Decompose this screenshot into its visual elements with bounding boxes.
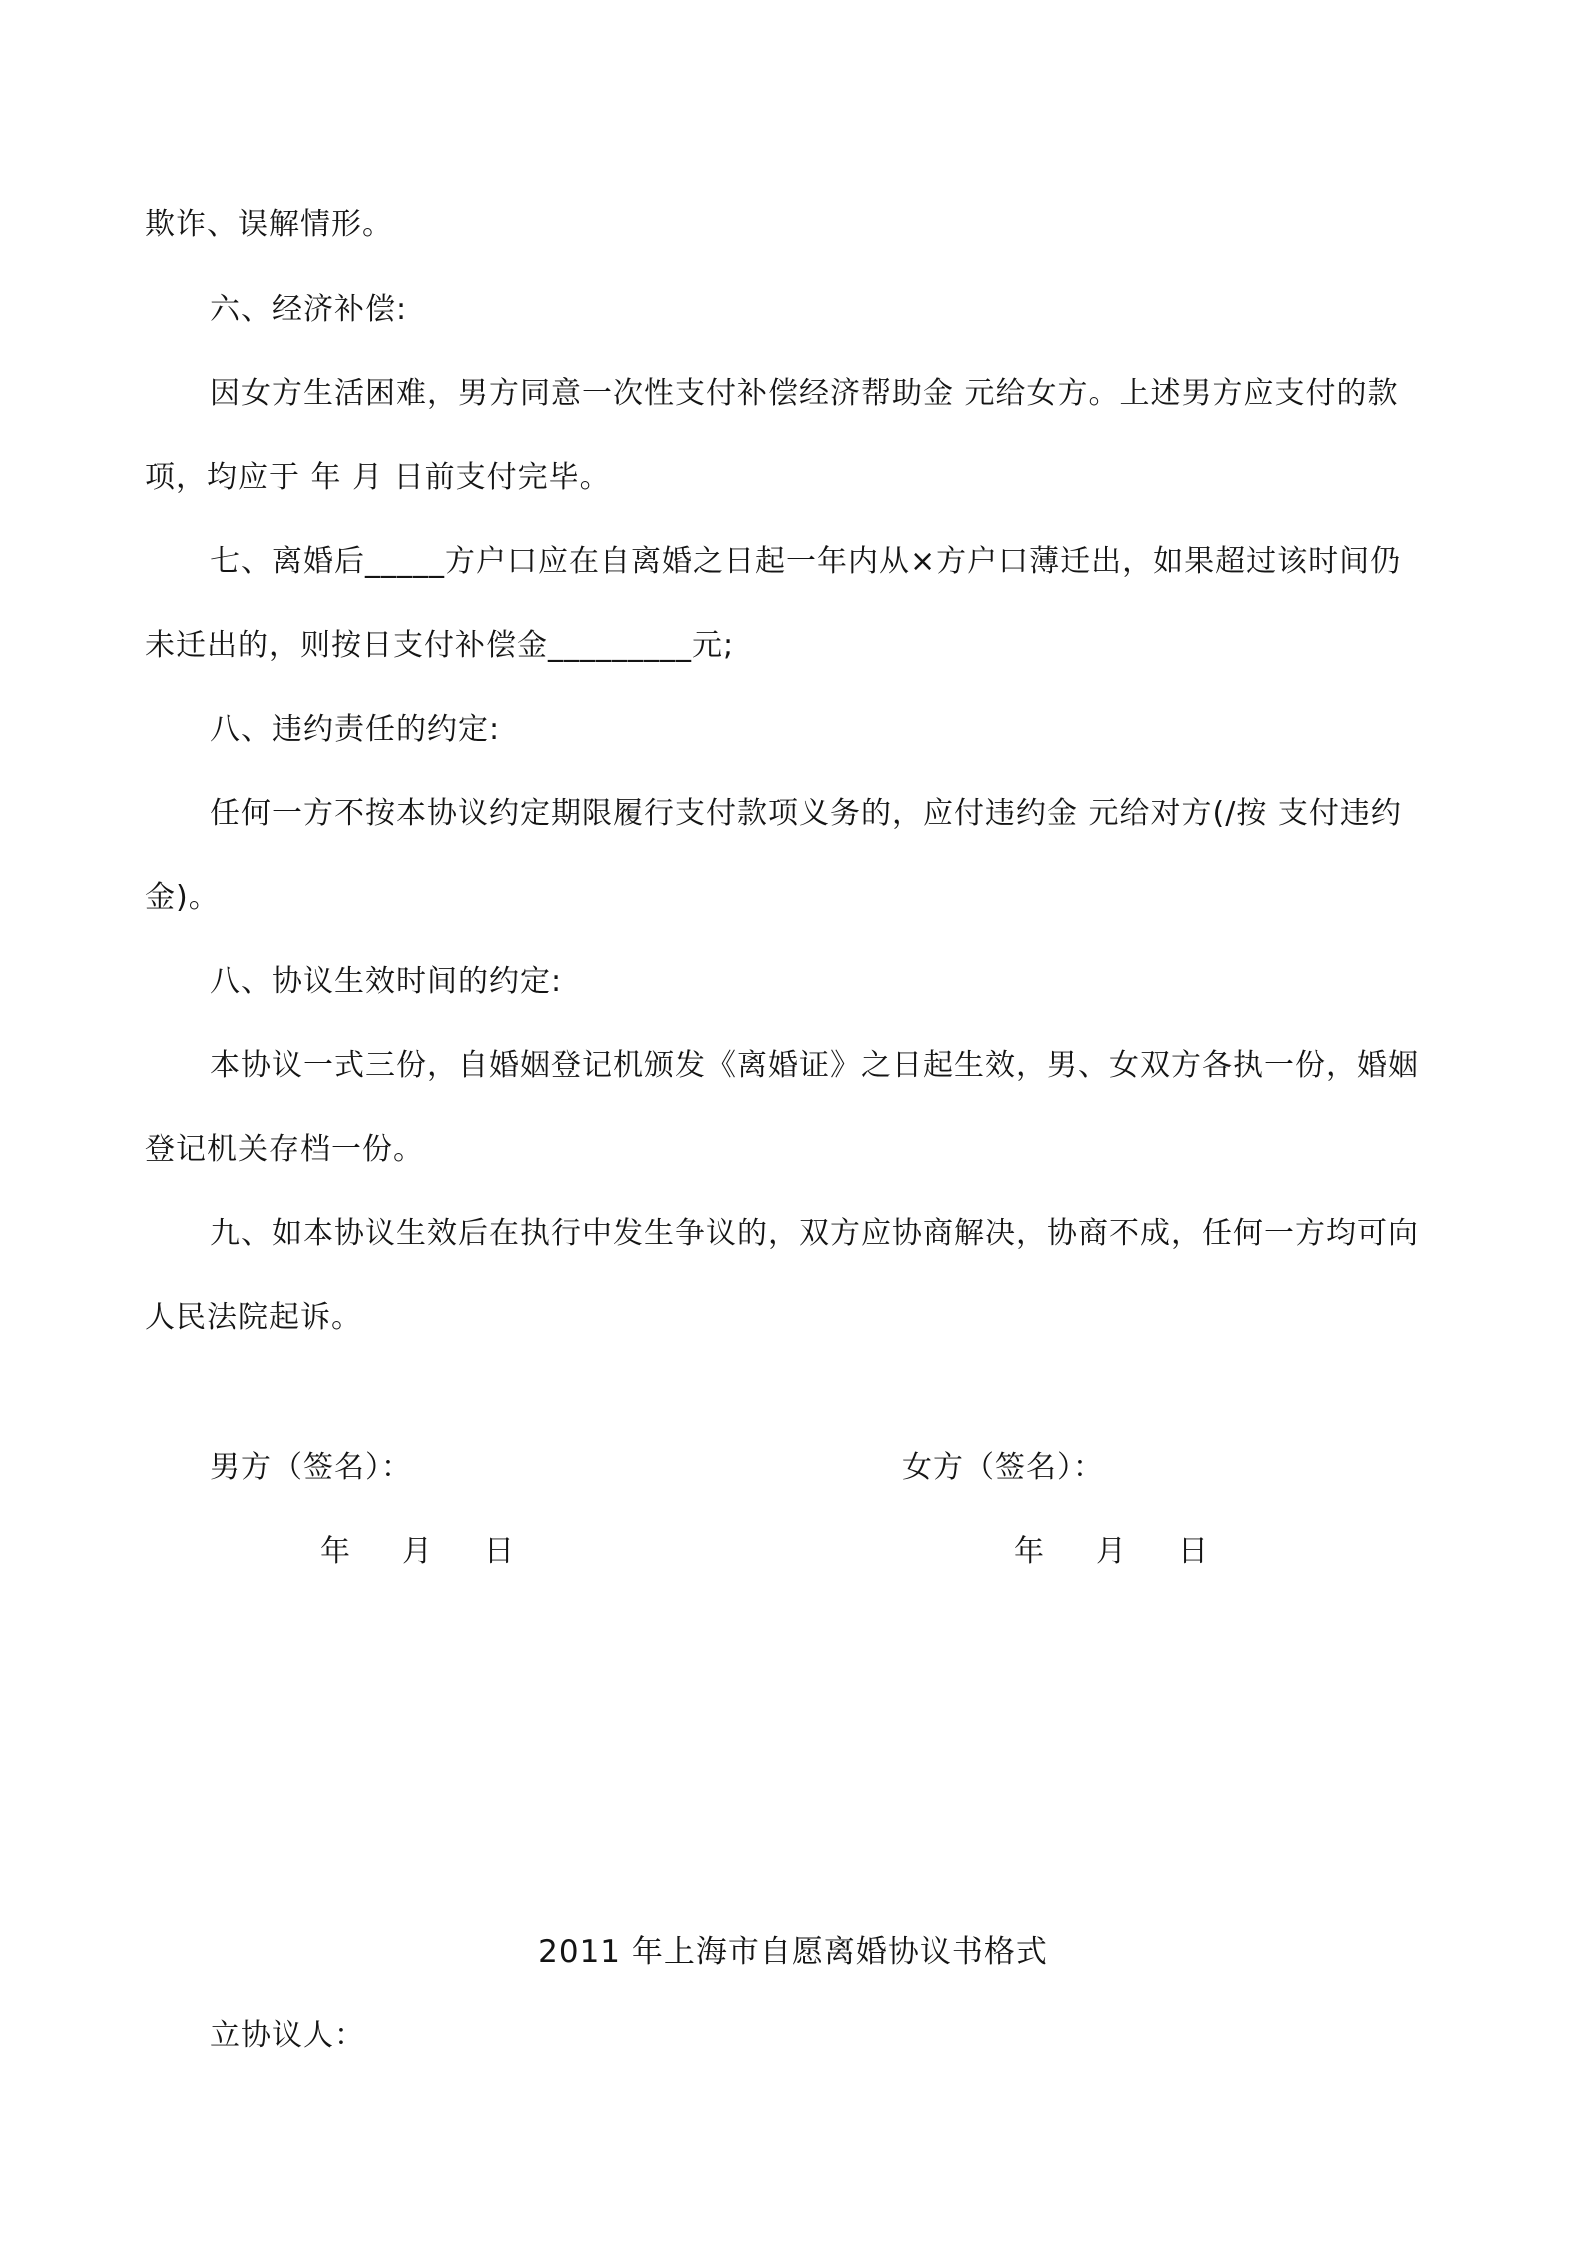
paragraph-line: 未迁出的，则按日支付补偿金_________元;: [145, 628, 735, 663]
section-heading: 八、协议生效时间的约定:: [210, 964, 563, 999]
male-date-day: 日: [484, 1534, 515, 1569]
paragraph-line: 金)。: [145, 880, 220, 915]
paragraph-line: 因女方生活困难，男方同意一次性支付补偿经济帮助金 元给女方。上述男方应支付的款: [210, 376, 1399, 411]
party-label: 立协议人：: [210, 2018, 365, 2053]
paragraph-line: 本协议一式三份，自婚姻登记机颁发《离婚证》之日起生效，男、女双方各执一份，婚姻: [210, 1048, 1419, 1083]
section-heading: 八、违约责任的约定:: [210, 712, 501, 747]
document-title: 2011 年上海市自愿离婚协议书格式: [538, 1934, 1048, 1970]
paragraph-line: 任何一方不按本协议约定期限履行支付款项义务的，应付违约金 元给对方(/按 支付违约: [210, 796, 1402, 831]
paragraph-line: 九、如本协议生效后在执行中发生争议的，双方应协商解决，协商不成，任何一方均可向: [210, 1216, 1419, 1251]
section-heading: 六、经济补偿:: [210, 292, 408, 327]
paragraph-line: 七、离婚后_____方户口应在自离婚之日起一年内从×方户口薄迁出，如果超过该时间仍: [210, 544, 1402, 579]
male-date-year: 年: [320, 1534, 351, 1569]
paragraph-line: 登记机关存档一份。: [145, 1132, 424, 1167]
paragraph-line: 项，均应于 年 月 日前支付完毕。: [145, 460, 611, 495]
female-date-year: 年: [1014, 1534, 1045, 1569]
paragraph-line: 欺诈、误解情形。: [145, 207, 393, 242]
paragraph-line: 人民法院起诉。: [145, 1300, 362, 1335]
male-signature-label: 男方（签名）：: [210, 1450, 412, 1485]
male-date-month: 月: [402, 1534, 433, 1569]
female-date-day: 日: [1178, 1534, 1209, 1569]
female-date-month: 月: [1096, 1534, 1127, 1569]
female-signature-label: 女方（签名）：: [902, 1450, 1104, 1485]
